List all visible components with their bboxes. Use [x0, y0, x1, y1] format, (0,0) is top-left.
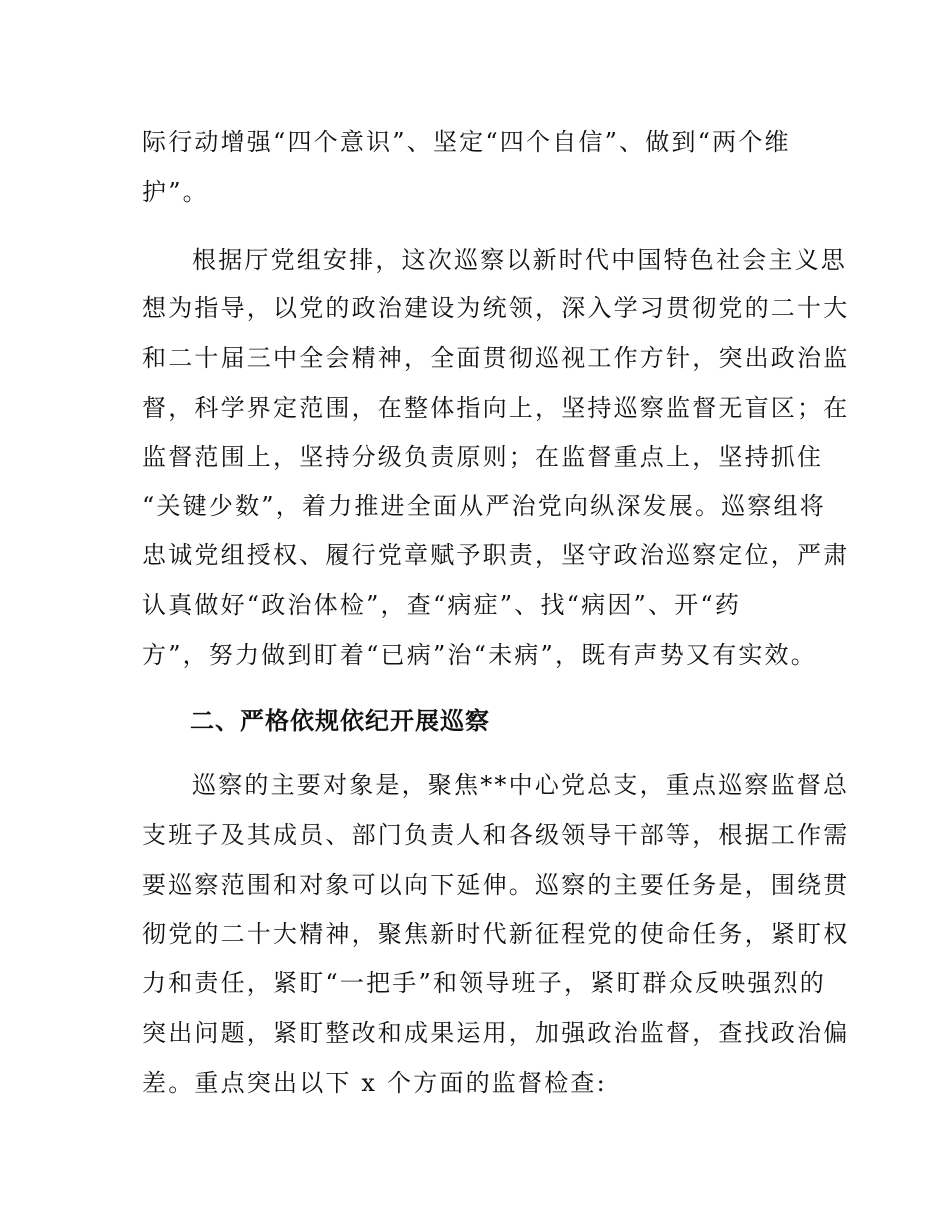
- text-line: 督，科学界定范围，在整体指向上，坚持巡察监督无盲区；在: [142, 394, 850, 422]
- text-line: 认真做好“政治体检”，查“病症”、找“病因”、开“药: [142, 591, 742, 619]
- text-line: 差。重点突出以下 x 个方面的监督检查:: [142, 1069, 607, 1097]
- paragraph-first-line: 巡察的主要对象是，聚焦**中心党总支，重点巡察监督总: [192, 771, 850, 799]
- text-line: 彻党的二十大精神，聚焦新时代新征程党的使命任务，紧盯权: [142, 920, 850, 948]
- text-line: 际行动增强“四个意识”、坚定“四个自信”、做到“两个维: [142, 128, 791, 156]
- text-line: 突出问题，紧盯整改和成果运用，加强政治监督，查找政治偏: [142, 1019, 850, 1047]
- text-line: 要巡察范围和对象可以向下延伸。巡察的主要任务是，围绕贯: [142, 871, 850, 899]
- text-line: “关键少数”，着力推进全面从严治党向纵深发展。巡察组将: [142, 492, 826, 520]
- text-line: 护”。: [142, 178, 209, 206]
- text-line: 想为指导，以党的政治建设为统领，深入学习贯彻党的二十大: [142, 294, 850, 322]
- text-line: 力和责任，紧盯“一把手”和领导班子，紧盯群众反映强烈的: [142, 969, 826, 997]
- section-heading: 二、严格依规依纪开展巡察: [190, 707, 490, 735]
- text-line: 监督范围上，坚持分级负责原则；在监督重点上，坚持抓住: [142, 443, 824, 471]
- text-line: 方”，努力做到盯着“已病”治“未病”，既有声势又有实效。: [142, 641, 817, 669]
- text-line: 和二十届三中全会精神，全面贯彻巡视工作方针，突出政治监: [142, 344, 850, 372]
- text-line: 支班子及其成员、部门负责人和各级领导干部等，根据工作需: [142, 821, 850, 849]
- text-line: 忠诚党组授权、履行党章赋予职责，坚守政治巡察定位，严肃: [142, 541, 850, 569]
- paragraph-first-line: 根据厅党组安排，这次巡察以新时代中国特色社会主义思: [192, 246, 847, 274]
